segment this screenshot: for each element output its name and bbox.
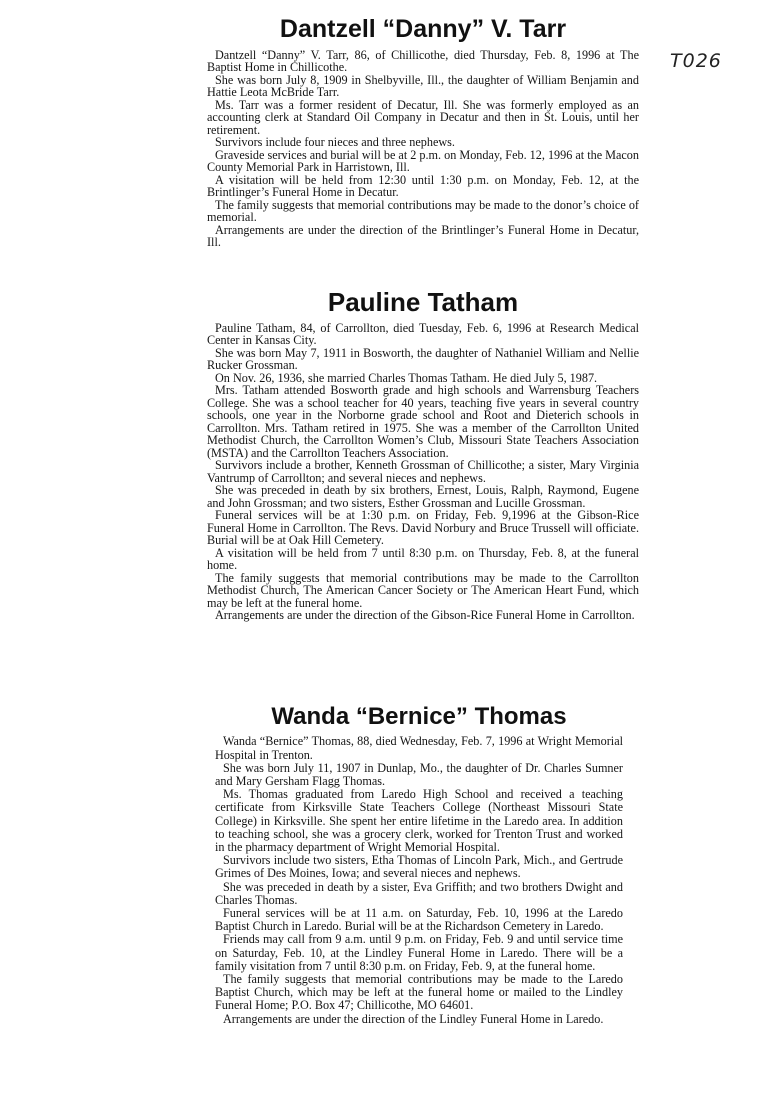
- obituary-thomas: [215, 704, 623, 1026]
- obituary-paragraph: The family suggests that memorial contributions may be made to the Laredo Baptist Church, which may be left at the funeral home or mailed to the Lindley Funeral Home; P.O. Box 47; Chillicothe, MO 64601.: [215, 972, 623, 1013]
- obituary-paragraph: She was preceded in death by six brothers, Ernest, Louis, Ralph, Raymond, Eugene and John Grossman; and two sisters, Esther Grossman and Lucille Grossman.: [207, 483, 639, 510]
- obituary-paragraph: Survivors include a brother, Kenneth Grossman of Chillicothe; a sister, Mary Virginia Vantrump of Carrollton; and several nieces and nephews.: [207, 458, 639, 485]
- obituary-paragraph: Survivors include two sisters, Etha Thomas of Lincoln Park, Mich., and Gertrude Grimes of Des Moines, Iowa; and several nieces and nephews.: [215, 853, 623, 881]
- obituary-paragraph: Pauline Tatham, 84, of Carrollton, died Tuesday, Feb. 6, 1996 at Research Medical Center in Kansas City.: [207, 320, 639, 348]
- obituary-paragraph: On Nov. 26, 1936, she married Charles Thomas Tatham. He died July 5, 1987.: [215, 370, 598, 385]
- obituary-paragraph: Ms. Thomas graduated from Laredo High School and received a teaching certificate from Kirksville State Teachers College (Northeast Missouri State College) in Kirksville. She spent her entire lifetime in the Laredo area. In addition to teaching school, she was a grocery clerk, worked for Trenton Trust and worked in the pharmacy department of Wright Memorial Hospital.: [215, 787, 623, 855]
- obituary-paragraph: She was preceded in death by a sister, Eva Griffith; and two brothers Dwight and Charles Thomas.: [215, 879, 623, 907]
- obituary-paragraph: Arrangements are under the direction of the Gibson-Rice Funeral Home in Carrollton.: [215, 608, 635, 623]
- obituary-paragraph: Wanda “Bernice” Thomas, 88, died Wednesday, Feb. 7, 1996 at Wright Memorial Hospital in Trenton.: [215, 734, 623, 762]
- obituary-paragraph: She was born May 7, 1911 in Bosworth, the daughter of Nathaniel William and Nellie Rucker Grossman.: [207, 345, 639, 373]
- obituary-paragraph: Arrangements are under the direction of the Lindley Funeral Home in Laredo.: [223, 1011, 604, 1026]
- obituary-heading: Pauline Tatham: [327, 287, 519, 317]
- obituary-paragraph: Arrangements are under the direction of the Brintlinger’s Funeral Home in Decatur, Ill.: [207, 222, 639, 249]
- obituary-paragraph: Funeral services will be at 11 a.m. on Saturday, Feb. 10, 1996 at the Laredo Baptist Church in Laredo. Burial will be at the Richardson Cemetery in Laredo.: [215, 906, 623, 934]
- obituary-paragraph: She was born July 11, 1907 in Dunlap, Mo., the daughter of Dr. Charles Sumner and Mary Gersham Flagg Thomas.: [215, 760, 623, 788]
- obituary-tatham: [207, 288, 639, 622]
- obituary-paragraph: Graveside services and burial will be at 2 p.m. on Monday, Feb. 12, 1996 at the Macon County Memorial Park in Harristown, Ill.: [207, 147, 639, 174]
- obituary-heading: Dantzell “Danny” V. Tarr: [279, 15, 567, 43]
- obituary-paragraph: Friends may call from 9 a.m. until 9 p.m. on Friday, Feb. 9 and until service time on Saturday, Feb. 10, at the Lindley Funeral Home in Laredo. There will be a family visitation from 7 until 8:30 p.m. on Friday, Feb. 9, at the funeral home.: [215, 932, 623, 973]
- obituary-paragraph: Survivors include four nieces and three nephews.: [215, 135, 455, 149]
- handwritten-reference-note: T026: [670, 50, 722, 72]
- obituary-paragraph: The family suggests that memorial contributions may be made to the Carrollton Methodist Church, The American Cancer Society or The American Heart Fund, which may be left at the funeral home.: [207, 570, 639, 610]
- obituary-paragraph: Dantzell “Danny” V. Tarr, 86, of Chillicothe, died Thursday, Feb. 8, 1996 at The Baptist Home in Chillicothe.: [207, 47, 639, 74]
- obituary-paragraph: She was born July 8, 1909 in Shelbyville, Ill., the daughter of William Benjamin and Hattie Leota McBride Tarr.: [207, 72, 639, 99]
- obituary-paragraph: Mrs. Tatham attended Bosworth grade and high schools and Warrensburg Teachers College. She was a school teacher for 40 years, teaching five years in several country schools, one year in the Norborne grade school and Root and Dieterich schools in Carrollton. Mrs. Tatham retired in 1975. She was a member of the Carrollton United Methodist Church, the Carrollton Women’s Club, Missouri State Teachers Association (MSTA) and the Carrollton Teachers Association.: [207, 383, 639, 460]
- obituary-paragraph: The family suggests that memorial contributions may be made to the donor’s choice of memorial.: [207, 197, 639, 224]
- obituary-paragraph: A visitation will be held from 12:30 until 1:30 p.m. on Monday, Feb. 12, at the Brintlinger’s Funeral Home in Decatur.: [207, 172, 639, 199]
- obituary-paragraph: Funeral services will be at 1:30 p.m. on Friday, Feb. 9,1996 at the Gibson-Rice Funeral Home in Carrollton. The Revs. David Norbury and Bruce Trussell will officiate. Burial will be at Oak Hill Cemetery.: [207, 508, 639, 548]
- obituary-heading: Wanda “Bernice” Thomas: [271, 703, 567, 730]
- obituary-paragraph: Ms. Tarr was a former resident of Decatur, Ill. She was formerly employed as an accounting clerk at Standard Oil Company in Decatur and then in St. Louis, until her retirement.: [207, 97, 639, 137]
- obituary-tarr: [207, 16, 639, 249]
- obituary-paragraph: A visitation will be held from 7 until 8:30 p.m. on Thursday, Feb. 8, at the funeral home.: [207, 545, 639, 573]
